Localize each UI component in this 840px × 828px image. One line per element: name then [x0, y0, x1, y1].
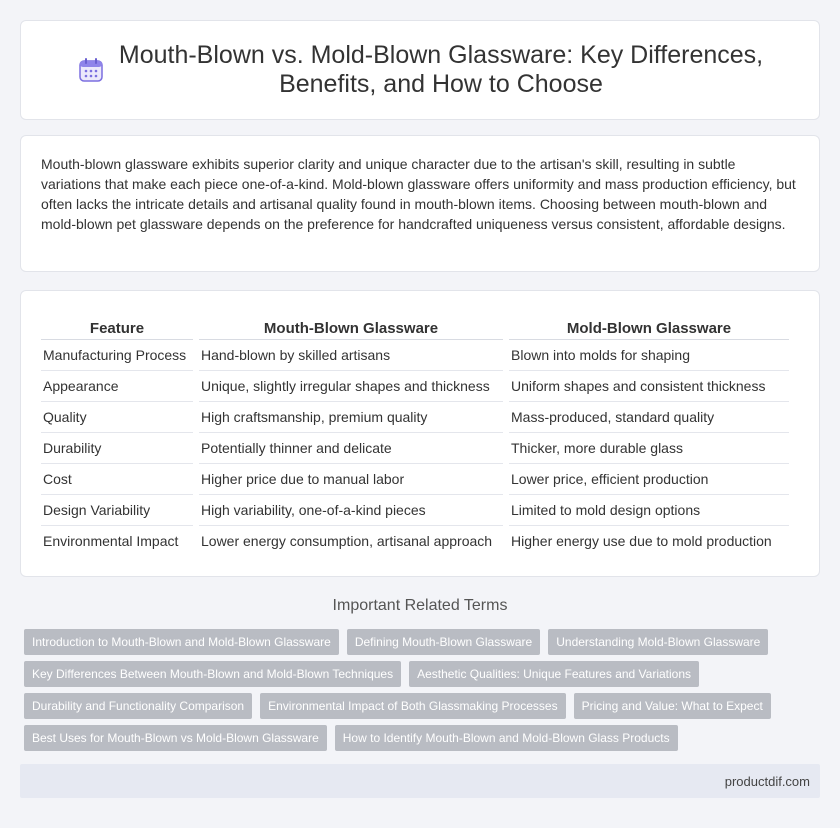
header-mold-blown: Mold-Blown Glassware [509, 313, 789, 340]
cell-feature: Manufacturing Process [41, 340, 193, 371]
cell-feature: Environmental Impact [43, 533, 179, 549]
comparison-card [20, 290, 820, 577]
table-row [41, 340, 789, 371]
cell-feature: Quality [41, 402, 193, 433]
related-term-tag[interactable]: Durability and Functionality Comparison [24, 693, 252, 719]
title-card [20, 20, 820, 120]
related-term-tag[interactable]: How to Identify Mouth-Blown and Mold-Blown Glass Products [335, 725, 678, 751]
cell-mouth-blown: High variability, one-of-a-kind pieces [199, 495, 503, 526]
cell-feature: Design Variability [41, 495, 193, 526]
table-body [41, 340, 789, 556]
cell-mold-blown: Blown into molds for shaping [509, 340, 789, 371]
table-row [41, 464, 789, 495]
related-terms-list [24, 629, 824, 757]
title-wrap [77, 41, 763, 99]
cell-mold-blown: Limited to mold design options [509, 495, 789, 526]
header-feature: Feature [41, 313, 193, 340]
related-term-tag[interactable]: Key Differences Between Mouth-Blown and Mold-Blown Techniques [24, 661, 401, 687]
cell-feature: Appearance [41, 371, 193, 402]
cell-mold-blown: Thicker, more durable glass [509, 433, 789, 464]
cell-mold-blown: Higher energy use due to mold production [511, 533, 772, 549]
cell-feature: Cost [41, 464, 193, 495]
page-title-line1: Mouth-Blown vs. Mold-Blown Glassware: Key Differences, [118, 41, 764, 69]
related-term-tag[interactable]: Understanding Mold-Blown Glassware [548, 629, 768, 655]
cell-mouth-blown: Higher price due to manual labor [199, 464, 503, 495]
cell-mouth-blown: Unique, slightly irregular shapes and thickness [199, 371, 503, 402]
related-term-tag[interactable]: Best Uses for Mouth-Blown vs Mold-Blown Glassware [24, 725, 327, 751]
related-terms-heading: Important Related Terms [332, 597, 508, 614]
table-header-row [41, 313, 789, 340]
page-title [119, 41, 763, 99]
related-terms-row [24, 725, 824, 751]
comparison-table [35, 313, 795, 556]
cell-mold-blown: Lower price, efficient production [509, 464, 789, 495]
calendar-icon [77, 56, 105, 84]
cell-mouth-blown: Lower energy consumption, artisanal approach [201, 533, 493, 549]
table-row [41, 433, 789, 464]
table-row [41, 371, 789, 402]
cell-mold-blown: Uniform shapes and consistent thickness [509, 371, 789, 402]
related-term-tag[interactable]: Environmental Impact of Both Glassmaking Processes [260, 693, 565, 719]
cell-mouth-blown: Hand-blown by skilled artisans [199, 340, 503, 371]
cell-mold-blown: Mass-produced, standard quality [509, 402, 789, 433]
related-term-tag[interactable]: Pricing and Value: What to Expect [574, 693, 771, 719]
footer-site[interactable]: productdif.com [724, 773, 810, 789]
cell-feature: Durability [41, 433, 193, 464]
related-term-tag[interactable]: Aesthetic Qualities: Unique Features and Variations [409, 661, 699, 687]
footer [20, 764, 820, 798]
header-mouth-blown: Mouth-Blown Glassware [199, 313, 503, 340]
intro-card [20, 135, 820, 272]
related-term-tag[interactable]: Defining Mouth-Blown Glassware [347, 629, 540, 655]
table-row [41, 495, 789, 526]
table-row [41, 402, 789, 433]
related-terms-row [24, 693, 824, 719]
cell-mouth-blown: High craftsmanship, premium quality [199, 402, 503, 433]
related-term-tag[interactable]: Introduction to Mouth-Blown and Mold-Blown Glassware [24, 629, 339, 655]
related-terms-row [24, 629, 824, 655]
page-title-line2: Benefits, and How to Choose [279, 70, 603, 98]
table-row [41, 526, 789, 556]
intro-paragraph: Mouth-blown glassware exhibits superior clarity and unique character due to the artisan's skill, resulting in subtle variations that make each piece one-of-a-kind. Mold-blown glassware offers uniformity and mass production efficiency, but often lacks the intricate details and artisanal quality found in mouth-blown items. Choosing between mouth-blown and mold-blown pet glassware depends on the preference for handcrafted uniqueness versus consistent, affordable designs. [41, 156, 796, 232]
cell-mouth-blown: Potentially thinner and delicate [199, 433, 503, 464]
related-terms-row [24, 661, 824, 687]
